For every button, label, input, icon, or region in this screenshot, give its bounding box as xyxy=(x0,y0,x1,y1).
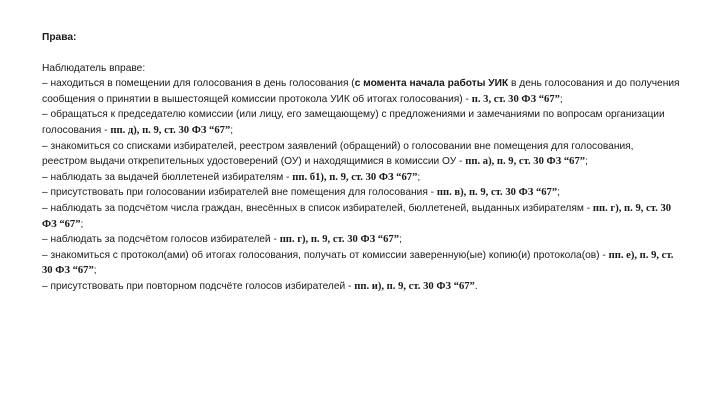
emphasis-text: с момента начала работы УИК xyxy=(354,78,509,90)
right-item xyxy=(42,232,680,248)
law-reference: пп. г), п. 9, ст. 30 ФЗ “67” xyxy=(42,202,672,230)
rights-list xyxy=(42,76,680,294)
item-text: в день голосования и до получения сообщения о принятии в вышестоящей комиссии протокола УИК об итогах голосования) - xyxy=(42,78,680,105)
item-text: – знакомиться с протокол(ами) об итогах голосования, получать от комиссии заверенную(ые) копию(и) протокола(ов) - xyxy=(42,249,609,261)
law-reference: пп. д), п. 9, ст. 30 ФЗ “67” xyxy=(110,124,231,136)
intro-line: Наблюдатель вправе: xyxy=(42,62,146,74)
right-item xyxy=(42,248,680,279)
right-item xyxy=(42,185,680,201)
item-text: – наблюдать за выдачей бюллетеней избирателям - xyxy=(42,171,293,183)
item-text: ; xyxy=(585,156,588,168)
section-heading: Права: xyxy=(42,32,77,43)
item-text: ; xyxy=(417,171,421,183)
law-reference: пп. и), п. 9, ст. 30 ФЗ “67” xyxy=(354,280,475,292)
item-text: – наблюдать за подсчётом голосов избирателей - xyxy=(42,234,280,246)
law-reference: п. 3, ст. 30 ФЗ “67” xyxy=(471,93,560,105)
right-item xyxy=(42,170,680,186)
law-reference: пп. б1), п. 9, ст. 30 ФЗ “67” xyxy=(292,171,418,183)
law-reference: пп. е), п. 9, ст. 30 ФЗ “67” xyxy=(42,249,674,277)
item-text: ; xyxy=(80,218,84,230)
right-item xyxy=(42,107,680,138)
right-item xyxy=(42,76,680,107)
law-reference: пп. а), п. 9, ст. 30 ФЗ “67” xyxy=(465,156,586,168)
item-text: – знакомиться со списками избирателей, реестром заявлений (обращений) о голосовании вне помещения для голосования, реестром выдачи открепительных удостоверений (ОУ) и находящимися в комиссии ОУ - xyxy=(42,140,634,168)
item-text: ; xyxy=(93,265,97,277)
right-item xyxy=(42,279,680,295)
right-item xyxy=(42,201,680,232)
law-reference: пп. в), п. 9, ст. 30 ФЗ “67” xyxy=(436,187,558,199)
right-item xyxy=(42,139,680,170)
item-text: ; xyxy=(230,124,234,136)
law-reference: пп. г), п. 9, ст. 30 ФЗ “67” xyxy=(279,234,399,246)
spacer xyxy=(42,46,680,61)
item-text: – находиться в помещении для голосования в день голосования ( xyxy=(42,78,355,90)
item-text: ; xyxy=(559,93,563,105)
item-text: ; xyxy=(557,187,560,199)
item-text: ; xyxy=(399,234,402,246)
item-text: – присутствовать при голосовании избирателей вне помещения для голосования - xyxy=(42,187,437,199)
item-text: – обращаться к председателю комиссии (или лицу, его замещающему) с предложениями и замечаниями по вопросам организации голосования - xyxy=(42,109,665,136)
item-text: – присутствовать при повторном подсчёте голосов избирателей - xyxy=(42,280,355,292)
item-text: . xyxy=(474,280,478,292)
item-text: – наблюдать за подсчётом числа граждан, внесённых в список избирателей, бюллетеней, выданных избирателям - xyxy=(42,202,593,214)
